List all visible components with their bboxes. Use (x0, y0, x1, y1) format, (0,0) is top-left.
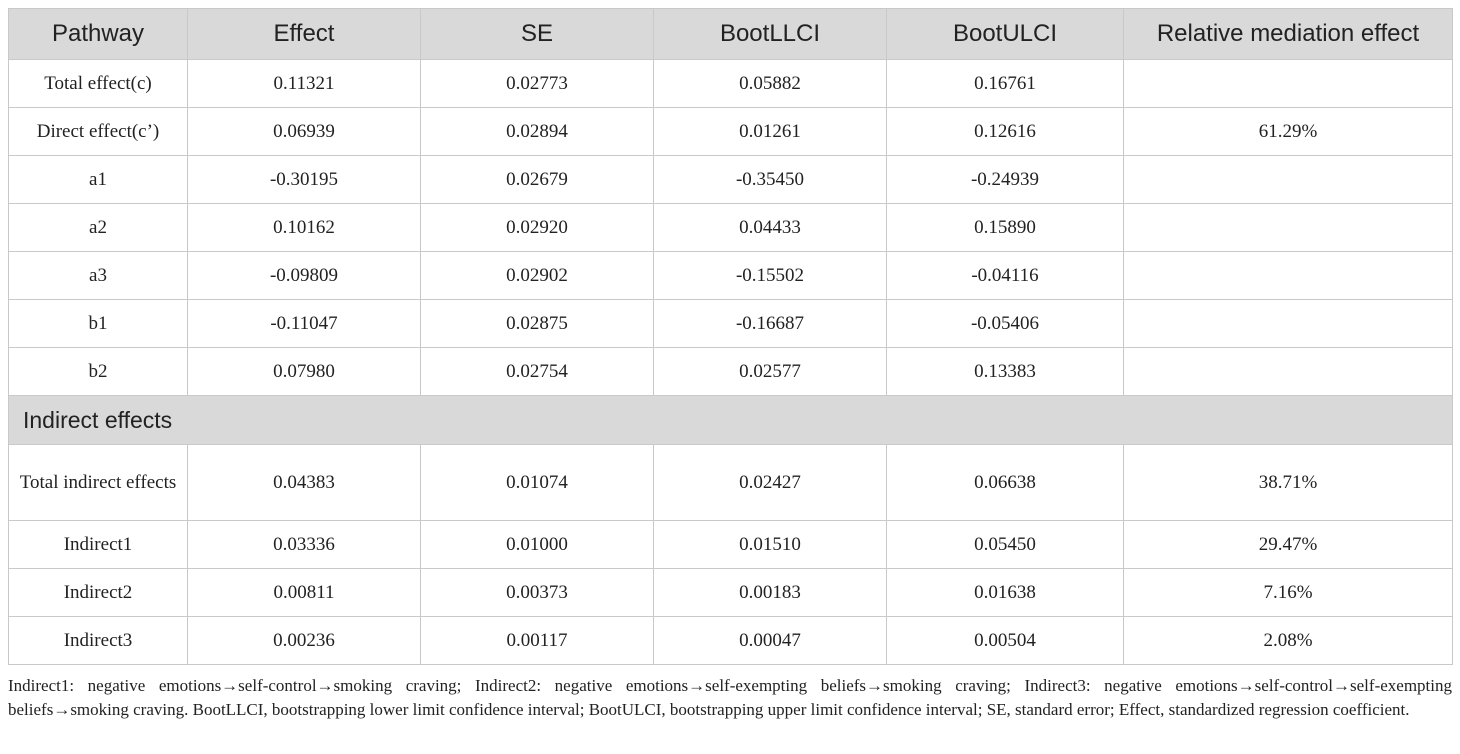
cell-relative-effect (1124, 300, 1453, 348)
cell-effect: 0.04383 (188, 445, 421, 521)
cell-bootulci: 0.16761 (887, 60, 1124, 108)
cell-pathway: Indirect1 (9, 521, 188, 569)
cell-bootllci: 0.01510 (654, 521, 887, 569)
cell-pathway: Total effect(c) (9, 60, 188, 108)
table-row (9, 252, 1453, 300)
table-row (9, 445, 1453, 521)
cell-se: 0.00373 (421, 569, 654, 617)
cell-relative-effect: 2.08% (1124, 617, 1453, 665)
header-bootllci: BootLLCI (654, 9, 887, 60)
header-bootulci: BootULCI (887, 9, 1124, 60)
cell-effect: -0.09809 (188, 252, 421, 300)
cell-pathway: Total indirect effects (9, 445, 188, 521)
cell-bootllci: -0.16687 (654, 300, 887, 348)
cell-relative-effect (1124, 204, 1453, 252)
table-footnote: Indirect1: negative emotions→self-control→smoking craving; Indirect2: negative emotions→self-exempting beliefs→smoking craving; Indirect3: negative emotions→self-control→self-exempting beliefs→smoking craving. BootLLCI, bootstrapping lower limit confidence interval; BootULCI, bootstrapping upper limit confidence interval; SE, standard error; Effect, standardized regression coefficient. (8, 676, 1452, 719)
cell-bootllci: -0.35450 (654, 156, 887, 204)
cell-relative-effect: 61.29% (1124, 108, 1453, 156)
section-header-row (9, 396, 1453, 445)
header-relative-mediation-effect: Relative mediation effect (1124, 9, 1453, 60)
cell-pathway: a2 (9, 204, 188, 252)
cell-pathway: Direct effect(c’) (9, 108, 188, 156)
mediation-table-container (8, 8, 1452, 665)
cell-se: 0.02920 (421, 204, 654, 252)
cell-bootllci: 0.01261 (654, 108, 887, 156)
cell-relative-effect: 7.16% (1124, 569, 1453, 617)
cell-se: 0.02679 (421, 156, 654, 204)
cell-bootllci: 0.05882 (654, 60, 887, 108)
cell-relative-effect (1124, 348, 1453, 396)
cell-pathway: b2 (9, 348, 188, 396)
cell-effect: 0.10162 (188, 204, 421, 252)
header-effect: Effect (188, 9, 421, 60)
cell-relative-effect: 29.47% (1124, 521, 1453, 569)
table-row (9, 108, 1453, 156)
table-row (9, 60, 1453, 108)
table-row (9, 569, 1453, 617)
cell-bootulci: -0.04116 (887, 252, 1124, 300)
cell-bootllci: 0.02427 (654, 445, 887, 521)
cell-relative-effect: 38.71% (1124, 445, 1453, 521)
cell-bootulci: 0.01638 (887, 569, 1124, 617)
cell-effect: 0.00236 (188, 617, 421, 665)
table-row (9, 156, 1453, 204)
cell-bootulci: -0.24939 (887, 156, 1124, 204)
cell-se: 0.02902 (421, 252, 654, 300)
cell-se: 0.01074 (421, 445, 654, 521)
cell-bootllci: 0.02577 (654, 348, 887, 396)
cell-pathway: Indirect2 (9, 569, 188, 617)
cell-pathway: a3 (9, 252, 188, 300)
cell-bootllci: 0.00183 (654, 569, 887, 617)
cell-relative-effect (1124, 252, 1453, 300)
cell-effect: 0.03336 (188, 521, 421, 569)
header-pathway: Pathway (9, 9, 188, 60)
cell-bootulci: -0.05406 (887, 300, 1124, 348)
cell-se: 0.02773 (421, 60, 654, 108)
cell-bootulci: 0.12616 (887, 108, 1124, 156)
cell-pathway: b1 (9, 300, 188, 348)
section-label-indirect-effects: Indirect effects (9, 396, 1453, 445)
cell-bootulci: 0.15890 (887, 204, 1124, 252)
table-row (9, 348, 1453, 396)
cell-se: 0.02894 (421, 108, 654, 156)
cell-effect: 0.00811 (188, 569, 421, 617)
table-row (9, 521, 1453, 569)
cell-se: 0.02754 (421, 348, 654, 396)
cell-se: 0.01000 (421, 521, 654, 569)
cell-bootulci: 0.05450 (887, 521, 1124, 569)
cell-effect: -0.11047 (188, 300, 421, 348)
cell-bootulci: 0.06638 (887, 445, 1124, 521)
table-row (9, 204, 1453, 252)
header-se: SE (421, 9, 654, 60)
cell-bootllci: 0.04433 (654, 204, 887, 252)
table-row (9, 300, 1453, 348)
mediation-effects-table (8, 8, 1453, 665)
cell-relative-effect (1124, 156, 1453, 204)
cell-effect: -0.30195 (188, 156, 421, 204)
cell-pathway: Indirect3 (9, 617, 188, 665)
cell-bootllci: 0.00047 (654, 617, 887, 665)
cell-se: 0.00117 (421, 617, 654, 665)
cell-relative-effect (1124, 60, 1453, 108)
table-row (9, 617, 1453, 665)
cell-bootulci: 0.13383 (887, 348, 1124, 396)
table-header-row (9, 9, 1453, 60)
cell-effect: 0.11321 (188, 60, 421, 108)
cell-effect: 0.06939 (188, 108, 421, 156)
cell-pathway: a1 (9, 156, 188, 204)
cell-se: 0.02875 (421, 300, 654, 348)
cell-bootulci: 0.00504 (887, 617, 1124, 665)
cell-effect: 0.07980 (188, 348, 421, 396)
cell-bootllci: -0.15502 (654, 252, 887, 300)
